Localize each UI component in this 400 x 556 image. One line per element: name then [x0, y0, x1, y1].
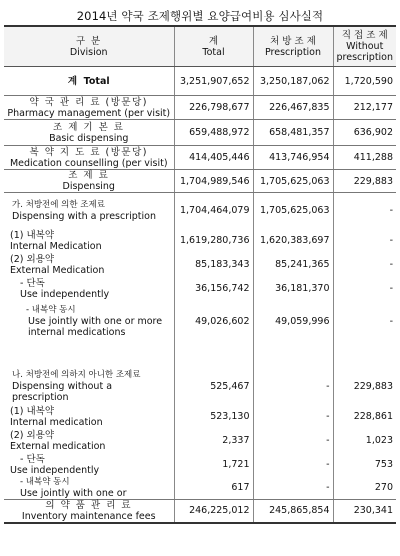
table-row [4, 96, 396, 120]
table-row-total [4, 67, 396, 96]
cell-without: - [333, 193, 396, 229]
cell-prescription: - [253, 477, 333, 500]
row-label [4, 120, 174, 146]
header-prescription [253, 26, 333, 67]
label-en: Medication counselling (per visit) [9, 157, 168, 169]
table-row [4, 453, 396, 477]
label-en: Basic dispensing [49, 132, 129, 144]
row-label [4, 429, 174, 453]
row-label [4, 146, 174, 170]
label-ko: 계 [67, 75, 78, 87]
label-en: Use jointly with one or [20, 487, 127, 499]
table-row [4, 429, 396, 453]
cell-total: 523,130 [174, 405, 253, 429]
cell-without: 636,902 [333, 120, 396, 146]
row-label [4, 67, 174, 96]
label-ko: 조 제 기 본 료 [53, 121, 125, 133]
cell-total: 3,251,907,652 [174, 67, 253, 96]
table-row [4, 170, 396, 193]
cell-total: 1,704,989,546 [174, 170, 253, 193]
label-ko: 조 제 료 [68, 170, 110, 181]
cell-prescription: - [253, 369, 333, 405]
row-label [4, 453, 174, 477]
table-row [4, 253, 396, 277]
label-en: Dispensing without a prescription [12, 381, 113, 403]
cell-without: - [333, 229, 396, 253]
label-en: Use jointly with one or more internal medications [28, 316, 163, 338]
cell-without: 212,177 [333, 96, 396, 120]
table-row [4, 405, 396, 429]
cell-total: 246,225,012 [174, 499, 253, 523]
cell-without: 1,720,590 [333, 67, 396, 96]
cell-prescription: 36,181,370 [253, 277, 333, 301]
label-en: Pharmacy management (per visit) [7, 107, 171, 119]
cell-without: 230,341 [333, 499, 396, 523]
cell-without: - [333, 277, 396, 301]
cell-total: 1,704,464,079 [174, 193, 253, 229]
label-en: External Medication [10, 264, 105, 276]
table-row [4, 477, 396, 500]
header-division-ko: 구 분 [75, 35, 102, 47]
header-division-en: Division [69, 46, 108, 58]
header-presc-en: Prescription [264, 46, 322, 58]
header-without-ko: 직 접 조 제 [341, 30, 388, 41]
label-ko: 가. 처방전에 의한 조제료 [12, 199, 105, 210]
row-label [4, 193, 174, 229]
cell-total: 49,026,602 [174, 301, 253, 343]
row-label [4, 170, 174, 193]
header-division [4, 26, 174, 67]
table-row [4, 499, 396, 523]
label-en: Dispensing [62, 181, 115, 192]
row-label [4, 253, 174, 277]
label-en: Total [83, 75, 110, 87]
cell-total: 85,183,343 [174, 253, 253, 277]
row-label [4, 369, 174, 405]
label-en: Dispensing with a prescription [12, 210, 156, 222]
header-without-en1: Without [346, 41, 384, 52]
table-row-spacer [4, 343, 396, 369]
cell-prescription: 658,481,357 [253, 120, 333, 146]
cell-total: 525,467 [174, 369, 253, 405]
label-ko: 의 약 품 관 리 료 [45, 499, 133, 511]
header-total-ko: 계 [208, 35, 219, 47]
row-label [4, 229, 174, 253]
header-row [4, 26, 396, 67]
cell-without: 1,023 [333, 429, 396, 453]
label-ko: - 단독 [20, 453, 45, 465]
table-row [4, 277, 396, 301]
label-en: Use independently [20, 288, 110, 300]
label-en: Internal Medication [10, 240, 102, 252]
cell-without: 229,883 [333, 369, 396, 405]
header-total-en: Total [202, 46, 225, 58]
cell-prescription: 413,746,954 [253, 146, 333, 170]
header-without [333, 26, 396, 67]
table-row [4, 193, 396, 229]
review-table [4, 25, 396, 524]
table-row [4, 369, 396, 405]
cell-total: 617 [174, 477, 253, 500]
label-ko: (1) 내복약 [10, 405, 55, 417]
label-ko: 복 약 지 도 료 (방문당) [29, 146, 148, 158]
cell-without: 270 [333, 477, 396, 500]
row-label [4, 405, 174, 429]
cell-prescription: 226,467,835 [253, 96, 333, 120]
label-ko: - 단독 [20, 277, 45, 289]
cell-total: 2,337 [174, 429, 253, 453]
page-title: 2014년 약국 조제행위별 요양급여비용 심사실적 [76, 9, 324, 23]
row-label [4, 96, 174, 120]
cell-prescription: - [253, 405, 333, 429]
cell-total: 36,156,742 [174, 277, 253, 301]
table-row [4, 301, 396, 343]
cell-without: 229,883 [333, 170, 396, 193]
label-ko: (2) 외용약 [10, 429, 55, 441]
label-ko: (2) 외용약 [10, 253, 55, 265]
cell-prescription: 85,241,365 [253, 253, 333, 277]
table-row [4, 146, 396, 170]
label-en: External medication [10, 440, 106, 452]
label-en: Inventory maintenance fees [21, 510, 156, 522]
label-ko: 나. 처방전에 의하지 아니한 조제료 [12, 370, 141, 380]
label-ko: - 내복약 동시 [20, 476, 70, 487]
table-row [4, 229, 396, 253]
cell-prescription: 1,705,625,063 [253, 193, 333, 229]
cell-prescription: - [253, 429, 333, 453]
header-presc-ko: 처 방 조 제 [270, 35, 316, 47]
cell-total: 659,488,972 [174, 120, 253, 146]
cell-without: 228,861 [333, 405, 396, 429]
label-ko: - 내복약 동시 [26, 305, 76, 315]
cell-total: 414,405,446 [174, 146, 253, 170]
cell-total: 1,721 [174, 453, 253, 477]
cell-prescription: 3,250,187,062 [253, 67, 333, 96]
label-en: Internal medication [10, 416, 103, 428]
label-ko: (1) 내복약 [10, 229, 55, 241]
cell-without: - [333, 301, 396, 343]
cell-prescription: 245,865,854 [253, 499, 333, 523]
table-row [4, 120, 396, 146]
cell-without: 753 [333, 453, 396, 477]
label-en: Use independently [10, 464, 100, 476]
cell-total: 1,619,280,736 [174, 229, 253, 253]
header-total [174, 26, 253, 67]
cell-without: 411,288 [333, 146, 396, 170]
label-ko: 약 국 관 리 료 (방문당) [29, 96, 148, 108]
cell-prescription: 1,705,625,063 [253, 170, 333, 193]
row-label [4, 477, 174, 500]
row-label [4, 499, 174, 523]
cell-prescription: - [253, 453, 333, 477]
row-label [4, 277, 174, 301]
cell-total: 226,798,677 [174, 96, 253, 120]
cell-without: - [333, 253, 396, 277]
cell-prescription: 1,620,383,697 [253, 229, 333, 253]
header-without-en2: prescription [336, 52, 394, 63]
cell-prescription: 49,059,996 [253, 301, 333, 343]
row-label [4, 301, 174, 343]
